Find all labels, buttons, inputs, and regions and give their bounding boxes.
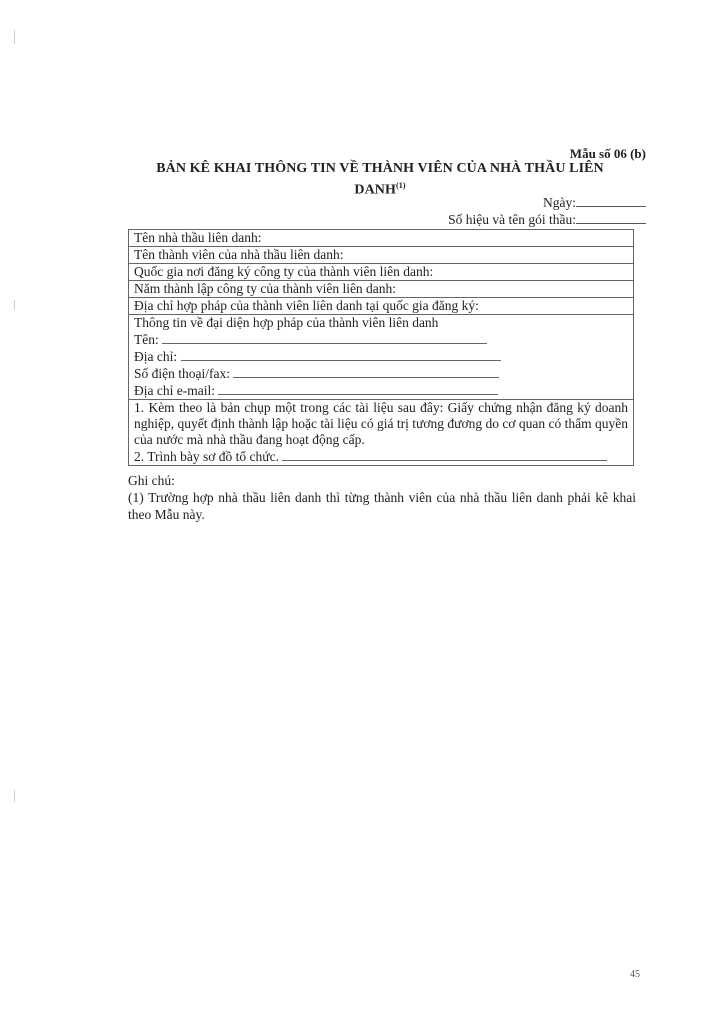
- representative-phone-label: Số điện thoại/fax:: [134, 366, 230, 381]
- note-1: (1) Trường hợp nhà thầu liên danh thì từng thành viên của nhà thầu liên danh phải kê khai theo Mẫu này.: [128, 490, 636, 522]
- date-line: [543, 195, 646, 211]
- row-label: Quốc gia nơi đăng ký công ty của thành viên liên danh:: [134, 264, 434, 279]
- representative-email-field[interactable]: [218, 382, 498, 395]
- title-footnote-ref: (1): [395, 181, 406, 190]
- table-row: [129, 298, 634, 315]
- page-number: 45: [630, 969, 640, 980]
- date-field[interactable]: [576, 206, 646, 207]
- attachment-item-2: 2. Trình bày sơ đồ tổ chức.: [134, 449, 279, 464]
- representative-address-row: [134, 348, 628, 365]
- table-cell[interactable]: [129, 298, 634, 315]
- org-chart-field[interactable]: [282, 448, 607, 461]
- table-cell[interactable]: [129, 264, 634, 281]
- table-row: [129, 247, 634, 264]
- representative-heading: Thông tin về đại diện hợp pháp của thành viên liên danh: [134, 315, 439, 330]
- attachments-cell: [129, 400, 634, 466]
- representative-email-row: [134, 382, 628, 399]
- title-text: BẢN KÊ KHAI THÔNG TIN VỀ THÀNH VIÊN CỦA NHÀ THẦU LIÊN DANH: [156, 161, 604, 198]
- attachment-item-1: 1. Kèm theo là bản chụp một trong các tài liệu sau đây: Giấy chứng nhận đăng ký doanh nghiệp, quyết định thành lập hoặc tài liệu có giá trị tương đương do cơ quan có thẩm quyền của nước mà nhà thầu đang hoạt động cấp.: [134, 400, 628, 447]
- table-row: [129, 400, 634, 466]
- package-label: Số hiệu và tên gói thầu:: [448, 212, 576, 227]
- row-label: Tên thành viên của nhà thầu liên danh:: [134, 247, 344, 262]
- representative-name-label: Tên:: [134, 332, 159, 347]
- representative-phone-row: [134, 365, 628, 382]
- table-row: [129, 315, 634, 400]
- row-label: Tên nhà thầu liên danh:: [134, 230, 262, 245]
- notes-heading: Ghi chú:: [128, 473, 175, 488]
- representative-phone-field[interactable]: [233, 365, 499, 378]
- representative-address-field[interactable]: [181, 348, 501, 361]
- table-row: [129, 230, 634, 247]
- notes-section: [128, 472, 636, 523]
- member-info-table: [128, 229, 634, 466]
- form-code: Mẫu số 06 (b): [569, 146, 646, 161]
- representative-name-field[interactable]: [162, 331, 487, 344]
- table-cell[interactable]: [129, 230, 634, 247]
- scan-mark: [14, 30, 15, 44]
- representative-name-row: [134, 331, 628, 348]
- page-title: [130, 160, 630, 199]
- date-label: Ngày:: [543, 195, 576, 210]
- representative-email-label: Địa chỉ e-mail:: [134, 383, 215, 398]
- table-cell[interactable]: [129, 247, 634, 264]
- scan-mark: [14, 790, 15, 802]
- row-label: Năm thành lập công ty của thành viên liên danh:: [134, 281, 397, 296]
- table-row: [129, 281, 634, 298]
- table-cell[interactable]: [129, 281, 634, 298]
- scan-mark: [14, 300, 15, 310]
- row-label: Địa chỉ hợp pháp của thành viên liên danh tại quốc gia đăng ký:: [134, 298, 479, 313]
- representative-address-label: Địa chỉ:: [134, 349, 178, 364]
- representative-cell: [129, 315, 634, 400]
- package-line: [448, 212, 646, 228]
- attachment-item-2-row: [134, 448, 628, 465]
- package-field[interactable]: [576, 223, 646, 224]
- table-row: [129, 264, 634, 281]
